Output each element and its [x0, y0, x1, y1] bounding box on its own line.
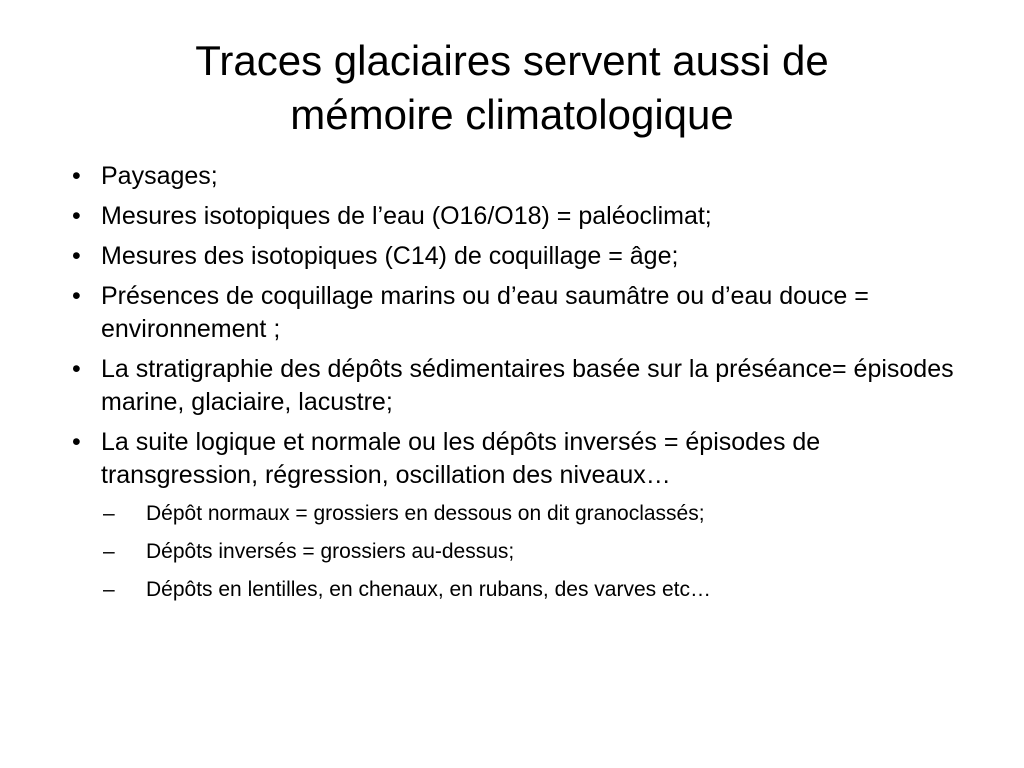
bullet-marker: • — [72, 242, 81, 270]
bullet-marker: • — [72, 428, 81, 456]
bullet-text: La suite logique et normale ou les dépôts inversés = épisodes de transgression, régression, oscillation des niveaux… — [101, 428, 821, 489]
bullet-text: Mesures des isotopiques (C14) de coquillage = âge; — [101, 242, 679, 270]
bullet-marker: • — [72, 282, 81, 310]
dash-marker: – — [103, 540, 115, 563]
bullet-text: Paysages; — [101, 162, 218, 190]
bullet-text: Mesures isotopiques de l’eau (O16/O18) = paléoclimat; — [101, 202, 712, 230]
bullet-text: Présences de coquillage marins ou d’eau saumâtre ou d’eau douce = environnement ; — [101, 282, 869, 343]
bullet-item — [72, 200, 972, 233]
dash-marker: – — [103, 502, 115, 525]
sub-bullet-item — [101, 576, 972, 603]
slide-title — [60, 34, 964, 142]
sub-bullet-item — [101, 538, 972, 565]
bullet-item — [72, 280, 972, 346]
bullet-text: La stratigraphie des dépôts sédimentaires basée sur la préséance= épisodes marine, glaciaire, lacustre; — [101, 355, 954, 416]
dash-marker: – — [103, 578, 115, 601]
bullet-item — [72, 240, 972, 273]
bullet-item — [72, 353, 972, 419]
sub-bullet-text: Dépôt normaux = grossiers en dessous on dit granoclassés; — [146, 502, 705, 525]
bullet-marker: • — [72, 202, 81, 230]
sub-bullet-list — [101, 500, 972, 603]
bullet-item — [72, 160, 972, 193]
sub-bullet-text: Dépôts inversés = grossiers au-dessus; — [146, 540, 515, 563]
bullet-list — [72, 160, 972, 614]
bullet-item — [72, 426, 972, 603]
slide-title-line-1: Traces glaciaires servent aussi de — [195, 37, 829, 84]
slide-title-line-2: mémoire climatologique — [290, 91, 734, 138]
sub-bullet-text: Dépôts en lentilles, en chenaux, en rubans, des varves etc… — [146, 578, 711, 601]
bullet-marker: • — [72, 162, 81, 190]
bullet-marker: • — [72, 355, 81, 383]
sub-bullet-item — [101, 500, 972, 527]
